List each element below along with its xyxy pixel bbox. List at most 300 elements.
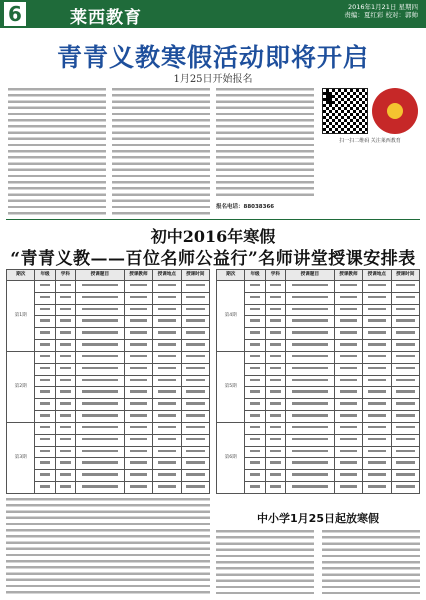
table-cell (286, 328, 335, 340)
table-cell (286, 316, 335, 328)
table-cell (265, 458, 285, 470)
table-cell (245, 446, 265, 458)
table-row (7, 434, 210, 446)
table-cell (35, 422, 55, 434)
period-cell: 第6期 (217, 422, 245, 493)
qr-code-icon[interactable] (322, 88, 368, 134)
table-cell (286, 422, 335, 434)
article2-headline-line1: 初中2016年寒假 (150, 227, 276, 246)
table-cell (265, 399, 285, 411)
table-cell (181, 482, 209, 494)
table-cell (245, 375, 265, 387)
table-cell (265, 351, 285, 363)
table-row (217, 470, 420, 482)
period-cell: 第5期 (217, 351, 245, 422)
table-cell (153, 340, 181, 352)
table-cell (76, 458, 125, 470)
table-cell (55, 482, 75, 494)
table-cell (181, 422, 209, 434)
table-cell (391, 399, 419, 411)
table-cell (35, 304, 55, 316)
table-cell (334, 387, 362, 399)
table-row (217, 316, 420, 328)
table-cell (124, 482, 152, 494)
table-cell (153, 316, 181, 328)
table-cell (334, 458, 362, 470)
table-cell (286, 482, 335, 494)
period-cell: 第3期 (7, 422, 35, 493)
table-cell (334, 470, 362, 482)
education-emblem-icon (372, 88, 418, 134)
table-cell (153, 363, 181, 375)
table-cell (391, 351, 419, 363)
table-cell (391, 434, 419, 446)
table-cell (153, 446, 181, 458)
table-cell (286, 470, 335, 482)
table-cell (286, 281, 335, 293)
table-cell (153, 387, 181, 399)
table-cell (265, 434, 285, 446)
table-cell (363, 316, 391, 328)
table-cell (391, 422, 419, 434)
table-cell (334, 482, 362, 494)
table-cell (391, 470, 419, 482)
table-cell (76, 292, 125, 304)
table-row (217, 292, 420, 304)
table-cell (35, 363, 55, 375)
table-cell (286, 446, 335, 458)
table-cell (124, 340, 152, 352)
table-row (7, 446, 210, 458)
table-row (7, 363, 210, 375)
table-cell (363, 375, 391, 387)
header-cell: 期次 (7, 270, 35, 281)
table-row (217, 458, 420, 470)
table-cell (124, 292, 152, 304)
table-row (217, 375, 420, 387)
article1-body-col1 (8, 88, 106, 218)
table-cell (265, 446, 285, 458)
table-row (7, 399, 210, 411)
table-cell (153, 375, 181, 387)
table-cell (363, 422, 391, 434)
table-cell (286, 351, 335, 363)
header-cell: 学科 (265, 270, 285, 281)
table-cell (334, 316, 362, 328)
table-cell (124, 304, 152, 316)
table-cell (76, 446, 125, 458)
table-cell (181, 458, 209, 470)
table-cell (124, 328, 152, 340)
table-cell (391, 281, 419, 293)
table-cell (153, 422, 181, 434)
table-cell (153, 434, 181, 446)
table-cell (391, 458, 419, 470)
article1-body-col3 (216, 88, 314, 198)
table-cell (391, 292, 419, 304)
article1-subheadline: 1月25日开始报名 (173, 74, 253, 85)
table-cell (245, 458, 265, 470)
table-row (7, 458, 210, 470)
table-cell (334, 292, 362, 304)
table-row (217, 399, 420, 411)
table-cell (76, 340, 125, 352)
table-cell (76, 387, 125, 399)
table-cell (265, 422, 285, 434)
table-cell (245, 482, 265, 494)
table-cell (124, 446, 152, 458)
table-row (7, 411, 210, 423)
editor-credits: 责编：夏红彩 校对：郭帅 (344, 11, 418, 19)
table-row (217, 328, 420, 340)
table-cell (35, 446, 55, 458)
table-cell (363, 304, 391, 316)
table-cell (153, 281, 181, 293)
table-cell (124, 316, 152, 328)
table-cell (55, 446, 75, 458)
table-cell (363, 434, 391, 446)
table-cell (334, 399, 362, 411)
table-cell (245, 387, 265, 399)
table-row (7, 375, 210, 387)
table-cell (245, 316, 265, 328)
table-row (7, 281, 210, 293)
period-cell: 第4期 (217, 281, 245, 352)
table-cell (124, 434, 152, 446)
table-cell (391, 304, 419, 316)
schedule-table-left (6, 269, 210, 494)
table-cell (363, 281, 391, 293)
table-cell (265, 292, 285, 304)
schedule-header-row (7, 270, 210, 281)
table-cell (153, 304, 181, 316)
qr-caption: 扫一扫二维码 关注莱西教育 (339, 138, 401, 144)
table-cell (35, 470, 55, 482)
table-cell (76, 281, 125, 293)
header-cell: 授课时间 (181, 270, 209, 281)
table-cell (245, 411, 265, 423)
table-cell (334, 422, 362, 434)
header-cell: 学科 (55, 270, 75, 281)
table-cell (363, 470, 391, 482)
table-cell (35, 399, 55, 411)
table-row (7, 351, 210, 363)
table-cell (334, 304, 362, 316)
table-cell (76, 375, 125, 387)
table-cell (55, 387, 75, 399)
article3-body-col2 (322, 530, 420, 594)
table-cell (153, 399, 181, 411)
table-cell (286, 340, 335, 352)
table-cell (153, 482, 181, 494)
table-row (7, 422, 210, 434)
schedule-table-right (216, 269, 420, 494)
table-cell (181, 411, 209, 423)
table-cell (334, 340, 362, 352)
table-cell (55, 422, 75, 434)
table-cell (245, 340, 265, 352)
table-cell (35, 328, 55, 340)
header-cell: 授课时间 (391, 270, 419, 281)
table-cell (124, 387, 152, 399)
table-row (217, 363, 420, 375)
table-cell (35, 281, 55, 293)
table-row (217, 411, 420, 423)
table-cell (35, 375, 55, 387)
article1-body-col2 (112, 88, 210, 218)
table-cell (363, 351, 391, 363)
schedule-body-right (217, 281, 420, 494)
table-cell (265, 281, 285, 293)
table-cell (35, 434, 55, 446)
table-cell (76, 316, 125, 328)
table-cell (181, 470, 209, 482)
header-cell: 授课地点 (153, 270, 181, 281)
table-cell (334, 281, 362, 293)
section-title: 莱西教育 (70, 8, 142, 28)
table-cell (265, 340, 285, 352)
table-cell (286, 375, 335, 387)
table-cell (265, 411, 285, 423)
table-cell (124, 470, 152, 482)
article2-headline-line2: “青青义教——百位名师公益行”名师讲堂授课安排表 (10, 249, 416, 269)
table-cell (181, 281, 209, 293)
table-cell (391, 328, 419, 340)
table-cell (245, 304, 265, 316)
table-cell (286, 292, 335, 304)
table-cell (76, 351, 125, 363)
table-cell (363, 399, 391, 411)
table-cell (76, 411, 125, 423)
page-number: 6 (4, 2, 26, 26)
table-cell (76, 363, 125, 375)
table-cell (181, 304, 209, 316)
table-cell (55, 316, 75, 328)
article3-headline: 中小学1月25日起放寒假 (257, 512, 379, 525)
table-cell (391, 316, 419, 328)
table-row (7, 292, 210, 304)
table-cell (286, 387, 335, 399)
table-cell (124, 363, 152, 375)
table-cell (153, 458, 181, 470)
table-cell (124, 399, 152, 411)
table-cell (55, 304, 75, 316)
registration-hotline: 报名电话：88038366 (216, 204, 275, 210)
table-cell (245, 399, 265, 411)
table-cell (55, 328, 75, 340)
table-cell (391, 482, 419, 494)
header-cell: 授课题目 (286, 270, 335, 281)
table-cell (55, 458, 75, 470)
table-cell (363, 340, 391, 352)
table-cell (124, 351, 152, 363)
table-cell (286, 399, 335, 411)
table-cell (55, 434, 75, 446)
table-cell (181, 316, 209, 328)
table-cell (55, 292, 75, 304)
table-cell (55, 470, 75, 482)
table-cell (334, 375, 362, 387)
table-cell (334, 351, 362, 363)
table-cell (245, 470, 265, 482)
table-cell (35, 340, 55, 352)
table-cell (55, 351, 75, 363)
table-cell (265, 482, 285, 494)
table-cell (76, 304, 125, 316)
table-cell (245, 422, 265, 434)
table-row (7, 340, 210, 352)
table-row (217, 340, 420, 352)
table-cell (181, 434, 209, 446)
table-cell (76, 422, 125, 434)
table-cell (391, 446, 419, 458)
table-cell (334, 446, 362, 458)
table-cell (391, 340, 419, 352)
table-cell (363, 458, 391, 470)
table-cell (334, 434, 362, 446)
table-cell (334, 411, 362, 423)
table-cell (245, 434, 265, 446)
table-row (7, 304, 210, 316)
table-cell (286, 304, 335, 316)
table-cell (76, 482, 125, 494)
table-cell (265, 375, 285, 387)
table-cell (55, 340, 75, 352)
table-cell (181, 328, 209, 340)
header-cell: 年级 (35, 270, 55, 281)
table-cell (181, 351, 209, 363)
header-cell: 期次 (217, 270, 245, 281)
schedule-header-row (217, 270, 420, 281)
header-cell: 授课题目 (76, 270, 125, 281)
header-cell: 授课教师 (334, 270, 362, 281)
table-cell (35, 411, 55, 423)
table-cell (181, 399, 209, 411)
header-cell: 授课教师 (124, 270, 152, 281)
table-cell (334, 363, 362, 375)
table-cell (245, 281, 265, 293)
table-cell (363, 292, 391, 304)
table-cell (245, 351, 265, 363)
table-cell (124, 422, 152, 434)
table-row (217, 351, 420, 363)
table-cell (181, 340, 209, 352)
table-cell (153, 411, 181, 423)
table-row (217, 446, 420, 458)
table-cell (265, 328, 285, 340)
section-divider (6, 219, 420, 220)
table-cell (265, 316, 285, 328)
table-cell (245, 292, 265, 304)
table-cell (181, 363, 209, 375)
table-cell (363, 446, 391, 458)
table-cell (181, 387, 209, 399)
table-cell (76, 399, 125, 411)
table-row (7, 470, 210, 482)
header-cell: 年级 (245, 270, 265, 281)
table-cell (55, 399, 75, 411)
table-row (7, 387, 210, 399)
table-cell (286, 458, 335, 470)
table-row (217, 482, 420, 494)
table-cell (181, 292, 209, 304)
table-cell (55, 363, 75, 375)
table-row (217, 422, 420, 434)
table-cell (286, 363, 335, 375)
table-cell (153, 292, 181, 304)
table-cell (245, 328, 265, 340)
table-cell (265, 363, 285, 375)
table-cell (55, 281, 75, 293)
table-cell (181, 446, 209, 458)
table-row (7, 328, 210, 340)
table-cell (35, 292, 55, 304)
table-cell (363, 482, 391, 494)
table-cell (391, 387, 419, 399)
table-cell (76, 434, 125, 446)
table-row (217, 387, 420, 399)
table-cell (55, 411, 75, 423)
period-cell: 第2期 (7, 351, 35, 422)
schedule-body-left (7, 281, 210, 494)
table-cell (334, 328, 362, 340)
article2-notes (6, 498, 210, 594)
table-cell (153, 328, 181, 340)
table-cell (181, 375, 209, 387)
table-cell (153, 470, 181, 482)
table-cell (35, 351, 55, 363)
table-cell (76, 470, 125, 482)
table-cell (124, 411, 152, 423)
table-row (7, 482, 210, 494)
table-cell (286, 411, 335, 423)
table-cell (35, 387, 55, 399)
table-cell (153, 351, 181, 363)
table-cell (124, 458, 152, 470)
table-cell (363, 328, 391, 340)
table-cell (391, 375, 419, 387)
masthead (0, 0, 426, 28)
table-cell (363, 387, 391, 399)
table-cell (265, 470, 285, 482)
table-row (217, 281, 420, 293)
table-cell (35, 458, 55, 470)
table-cell (124, 281, 152, 293)
article1-headline: 青青义教寒假活动即将开启 (56, 43, 369, 72)
table-cell (286, 434, 335, 446)
table-cell (391, 411, 419, 423)
article3-body-col1 (216, 530, 314, 594)
table-cell (363, 411, 391, 423)
header-cell: 授课地点 (363, 270, 391, 281)
table-cell (265, 304, 285, 316)
table-cell (35, 482, 55, 494)
period-cell: 第1期 (7, 281, 35, 352)
masthead-info (344, 3, 418, 19)
table-cell (265, 387, 285, 399)
table-cell (124, 375, 152, 387)
table-row (217, 434, 420, 446)
table-cell (35, 316, 55, 328)
table-cell (76, 328, 125, 340)
table-row (217, 304, 420, 316)
table-cell (363, 363, 391, 375)
table-row (7, 316, 210, 328)
table-cell (245, 363, 265, 375)
table-cell (391, 363, 419, 375)
table-cell (55, 375, 75, 387)
issue-date: 2016年1月21日 星期四 (347, 3, 418, 11)
